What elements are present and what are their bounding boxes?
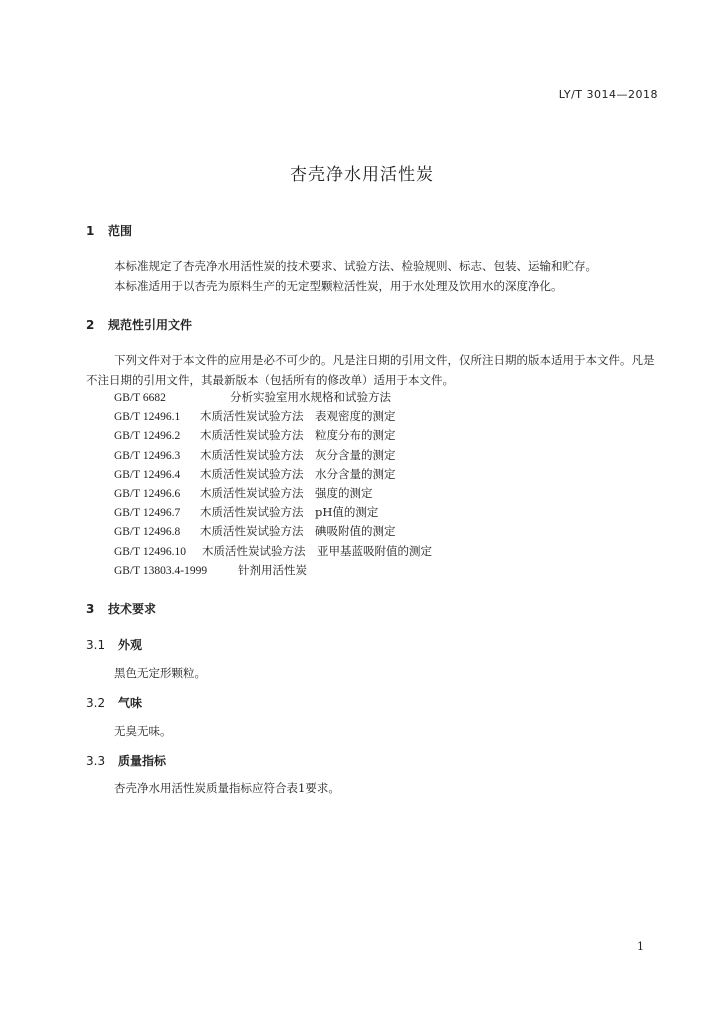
reference-code: GB/T 12496.6	[114, 487, 181, 500]
reference-code: GB/T 12496.3	[114, 449, 181, 462]
reference-item	[114, 561, 432, 580]
subsection-title: 气味	[118, 696, 143, 710]
reference-title: 木质活性炭试验方法 灰分含量的测定	[200, 447, 396, 462]
normative-references-intro: 下列文件对于本文件的应用是必不可少的。凡是注日期的引用文件，仅所注日期的版本适用于本文件。凡是不注日期的引用文件，其最新版本（包括所有的修改单）适用于本文件。	[86, 353, 655, 387]
reference-code: GB/T 12496.1	[114, 411, 181, 424]
reference-title: 分析实验室用水规格和试验方法	[230, 390, 391, 404]
section-number: 1	[86, 224, 95, 238]
reference-list	[114, 388, 432, 580]
reference-title: 木质活性炭试验方法 水分含量的测定	[200, 466, 396, 481]
section-1-heading	[86, 222, 132, 239]
reference-code: GB/T 12496.7	[114, 507, 181, 520]
reference-item	[114, 542, 432, 561]
subsection-3-2-heading	[86, 694, 142, 711]
reference-title: 木质活性炭试验方法 碘吸附值的测定	[200, 524, 396, 539]
subsection-title: 外观	[118, 638, 143, 652]
section-3-heading	[86, 600, 156, 617]
document-code: LY/T 3014—2018	[558, 88, 658, 101]
reference-item	[114, 484, 432, 503]
section-title: 规范性引用文件	[108, 318, 193, 332]
reference-code: GB/T 12496.4	[114, 468, 181, 481]
reference-code: GB/T 6682	[114, 392, 166, 404]
document-title: 杏壳净水用活性炭	[290, 165, 434, 185]
reference-code: GB/T 12496.10	[114, 545, 186, 558]
scope-paragraph-1: 本标准规定了杏壳净水用活性炭的技术要求、试验方法、检验规则、标志、包装、运输和贮存。	[114, 259, 597, 273]
reference-item	[114, 522, 432, 541]
reference-title: 木质活性炭试验方法 亚甲基蓝吸附值的测定	[202, 543, 432, 558]
reference-title: 木质活性炭试验方法 粒度分布的测定	[200, 428, 396, 443]
reference-item	[114, 388, 432, 407]
reference-title: 木质活性炭试验方法 表观密度的测定	[200, 409, 396, 424]
reference-item	[114, 426, 432, 445]
reference-item	[114, 465, 432, 484]
reference-title: 针剂用活性炭	[238, 562, 307, 577]
quality-index-text: 杏壳净水用活性炭质量指标应符合表1要求。	[114, 781, 340, 795]
section-title: 范围	[108, 224, 133, 238]
subsection-title: 质量指标	[118, 754, 167, 768]
reference-item	[114, 446, 432, 465]
section-number: 2	[86, 318, 95, 332]
page-number: 1	[637, 940, 644, 953]
odor-text: 无臭无味。	[114, 724, 172, 738]
reference-item	[114, 407, 432, 426]
reference-code: GB/T 13803.4-1999	[114, 564, 208, 577]
subsection-number: 3.2	[86, 696, 106, 710]
reference-code: GB/T 12496.8	[114, 526, 181, 539]
section-2-heading	[86, 316, 192, 333]
subsection-3-3-heading	[86, 752, 166, 769]
reference-code: GB/T 12496.2	[114, 430, 181, 443]
subsection-number: 3.3	[86, 754, 106, 768]
section-title: 技术要求	[108, 602, 157, 616]
reference-title: 木质活性炭试验方法 强度的测定	[200, 485, 373, 500]
appearance-text: 黑色无定形颗粒。	[114, 666, 206, 680]
scope-paragraph-2: 本标准适用于以杏壳为原料生产的无定型颗粒活性炭，用于水处理及饮用水的深度净化。	[114, 279, 563, 293]
reference-item	[114, 503, 432, 522]
reference-title: 木质活性炭试验方法 pH值的测定	[200, 505, 379, 520]
subsection-3-1-heading	[86, 636, 142, 653]
section-number: 3	[86, 602, 95, 616]
subsection-number: 3.1	[86, 638, 106, 652]
